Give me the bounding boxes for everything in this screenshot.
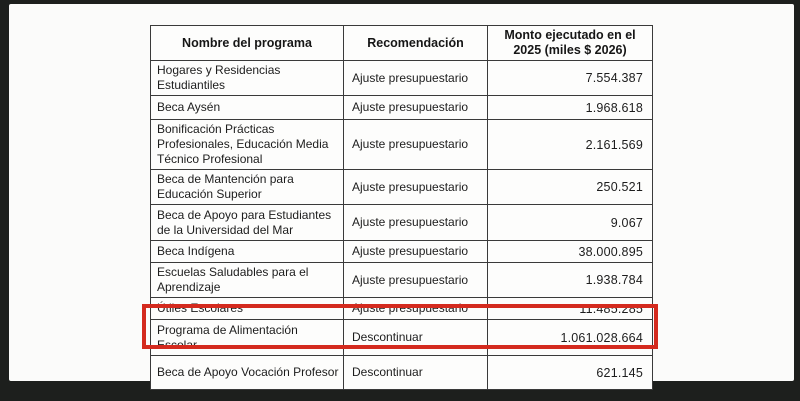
recommendation-cell: Ajuste presupuestario — [344, 263, 488, 298]
recommendation-cell: Ajuste presupuestario — [344, 170, 488, 205]
program-name-cell: Beca de Mantención para Educación Superior — [151, 170, 344, 205]
program-name-cell: Útiles Escolares — [151, 298, 344, 320]
table-row — [151, 356, 653, 390]
recommendation-cell: Ajuste presupuestario — [344, 241, 488, 263]
amount-cell: 1.938.784 — [488, 263, 653, 298]
table-row — [151, 263, 653, 298]
amount-cell: 1.061.028.664 — [488, 320, 653, 356]
program-name-cell: Bonificación Prácticas Profesionales, Educación Media Técnico Profesional — [151, 120, 344, 170]
table-row — [151, 241, 653, 263]
program-name-cell: Beca Aysén — [151, 96, 344, 120]
table-row — [151, 170, 653, 205]
column-header-amount: Monto ejecutado en el 2025 (miles $ 2026) — [488, 26, 653, 61]
program-name-cell: Beca de Apoyo para Estudiantes de la Universidad del Mar — [151, 205, 344, 241]
amount-cell: 1.968.618 — [488, 96, 653, 120]
recommendation-cell: Ajuste presupuestario — [344, 96, 488, 120]
amount-cell: 38.000.895 — [488, 241, 653, 263]
column-header-recommendation: Recomendación — [344, 26, 488, 61]
amount-cell: 9.067 — [488, 205, 653, 241]
program-name-cell: Programa de Alimentación Escolar — [151, 320, 344, 356]
table-row — [151, 96, 653, 120]
program-name-cell: Escuelas Saludables para el Aprendizaje — [151, 263, 344, 298]
table-row — [151, 205, 653, 241]
recommendation-cell: Ajuste presupuestario — [344, 61, 488, 96]
table-row — [151, 61, 653, 96]
amount-cell: 11.485.285 — [488, 298, 653, 320]
column-header-program-name: Nombre del programa — [151, 26, 344, 61]
program-name-cell: Hogares y Residencias Estudiantiles — [151, 61, 344, 96]
recommendation-cell: Ajuste presupuestario — [344, 298, 488, 320]
recommendation-cell: Descontinuar — [344, 356, 488, 390]
document-page — [9, 4, 794, 381]
program-table — [150, 25, 653, 390]
recommendation-cell: Ajuste presupuestario — [344, 205, 488, 241]
recommendation-cell: Ajuste presupuestario — [344, 120, 488, 170]
program-name-cell: Beca Indígena — [151, 241, 344, 263]
table-header-row — [151, 26, 653, 61]
amount-cell: 2.161.569 — [488, 120, 653, 170]
recommendation-cell: Descontinuar — [344, 320, 488, 356]
amount-cell: 250.521 — [488, 170, 653, 205]
table-row — [151, 120, 653, 170]
program-name-cell: Beca de Apoyo Vocación Profesor — [151, 356, 344, 390]
amount-cell: 621.145 — [488, 356, 653, 390]
amount-cell: 7.554.387 — [488, 61, 653, 96]
table-row-highlighted — [151, 320, 653, 356]
table-row — [151, 298, 653, 320]
